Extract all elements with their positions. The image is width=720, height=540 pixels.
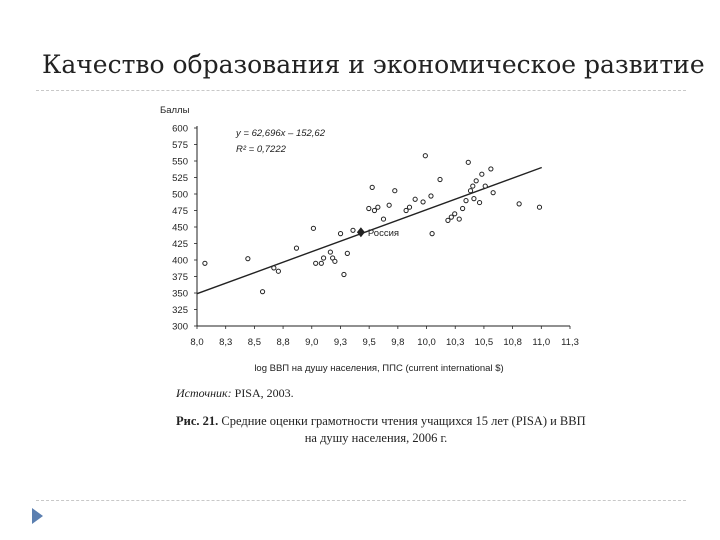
y-tick-label: 300	[172, 321, 188, 333]
data-point	[537, 205, 541, 209]
x-tick-label: 9,3	[333, 337, 348, 348]
x-tick-label: 11,0	[532, 337, 551, 348]
data-point	[314, 261, 318, 265]
russia-point	[357, 227, 365, 237]
caption-line-1: Средние оценки грамотности чтения учащихся 15 лет (PISA) и ВВП	[221, 414, 586, 428]
data-point	[429, 194, 433, 198]
data-point	[338, 232, 342, 236]
data-point	[321, 256, 325, 260]
data-point	[461, 206, 465, 210]
y-tick-label: 450	[172, 222, 188, 234]
data-point	[517, 202, 521, 206]
data-point	[430, 232, 434, 236]
data-point	[480, 172, 484, 176]
data-point	[407, 205, 411, 209]
data-point	[246, 257, 250, 261]
data-point	[464, 199, 468, 203]
x-tick-label: 8,0	[190, 337, 204, 348]
y-tick-label: 425	[172, 239, 188, 250]
y-tick-label: 375	[172, 272, 188, 283]
data-point	[477, 200, 481, 204]
data-point	[372, 208, 376, 212]
data-point	[311, 226, 315, 230]
data-point	[421, 200, 425, 204]
x-tick-labels	[190, 326, 579, 348]
footer-divider	[36, 500, 686, 501]
y-tick-label: 350	[172, 288, 188, 300]
x-tick-label: 10,3	[445, 337, 465, 348]
y-tick-label: 400	[172, 255, 188, 267]
data-point	[333, 259, 337, 263]
x-tick-label: 8,5	[247, 337, 261, 348]
source-label: Источник:	[176, 386, 232, 400]
bullet-arrow-icon	[32, 508, 43, 524]
data-point	[471, 184, 475, 188]
data-point	[474, 179, 478, 183]
data-point	[294, 246, 298, 250]
data-point	[272, 266, 276, 270]
data-point	[449, 215, 453, 219]
x-tick-label: 10,8	[503, 337, 522, 348]
data-point	[276, 269, 280, 273]
data-point	[466, 160, 470, 164]
data-point	[457, 217, 461, 221]
data-point	[468, 189, 472, 193]
y-tick-label: 550	[172, 156, 188, 168]
caption-label: Рис. 21.	[176, 414, 219, 428]
data-point	[491, 191, 495, 195]
r-squared: R² = 0,7222	[236, 144, 286, 155]
data-point	[319, 261, 323, 265]
x-tick-label: 10,0	[417, 337, 436, 348]
data-point	[446, 218, 450, 222]
data-point	[260, 290, 264, 294]
caption-line-2: на душу населения, 2006 г.	[304, 431, 448, 445]
data-point	[381, 217, 385, 221]
slide-title: Качество образования и экономическое развитие	[42, 50, 705, 79]
x-tick-label: 9,8	[391, 337, 405, 348]
data-point	[328, 250, 332, 254]
data-point	[376, 205, 380, 209]
y-tick-label: 600	[172, 123, 188, 135]
y-tick-label: 525	[172, 173, 188, 184]
x-tick-label: 10,5	[474, 337, 494, 348]
x-tick-label: 8,3	[219, 337, 233, 348]
data-point	[393, 189, 397, 193]
y-axis-label: Баллы	[160, 105, 190, 116]
data-point	[342, 272, 346, 276]
data-point	[483, 184, 487, 188]
data-point	[345, 251, 349, 255]
data-point	[453, 212, 457, 216]
x-tick-label: 9,5	[362, 337, 376, 348]
y-tick-label: 325	[172, 305, 188, 316]
y-tick-label: 575	[172, 140, 188, 151]
y-tick-label: 475	[172, 206, 188, 217]
x-axis-label: log ВВП на душу населения, ППС (current international $)	[254, 363, 504, 374]
data-point	[370, 185, 374, 189]
data-point	[438, 177, 442, 181]
data-point	[351, 228, 355, 232]
russia-label: Россия	[367, 227, 400, 239]
data-point	[203, 261, 207, 265]
data-point	[387, 203, 391, 207]
y-tick-label: 500	[172, 189, 188, 201]
x-tick-label: 8,8	[276, 337, 290, 348]
x-tick-label: 11,3	[561, 337, 579, 348]
data-point	[423, 154, 427, 158]
regression-equation: y = 62,696x – 152,62	[236, 128, 326, 139]
figure-caption	[176, 413, 606, 447]
data-point	[472, 197, 476, 201]
chart-annotations	[160, 105, 504, 374]
x-tick-label: 9,0	[305, 337, 319, 348]
data-point	[367, 206, 371, 210]
source-text: PISA, 2003.	[234, 386, 294, 400]
data-point	[404, 208, 408, 212]
source-note	[176, 386, 294, 401]
y-tick-labels	[172, 124, 197, 333]
data-point	[489, 167, 493, 171]
data-point	[413, 197, 417, 201]
